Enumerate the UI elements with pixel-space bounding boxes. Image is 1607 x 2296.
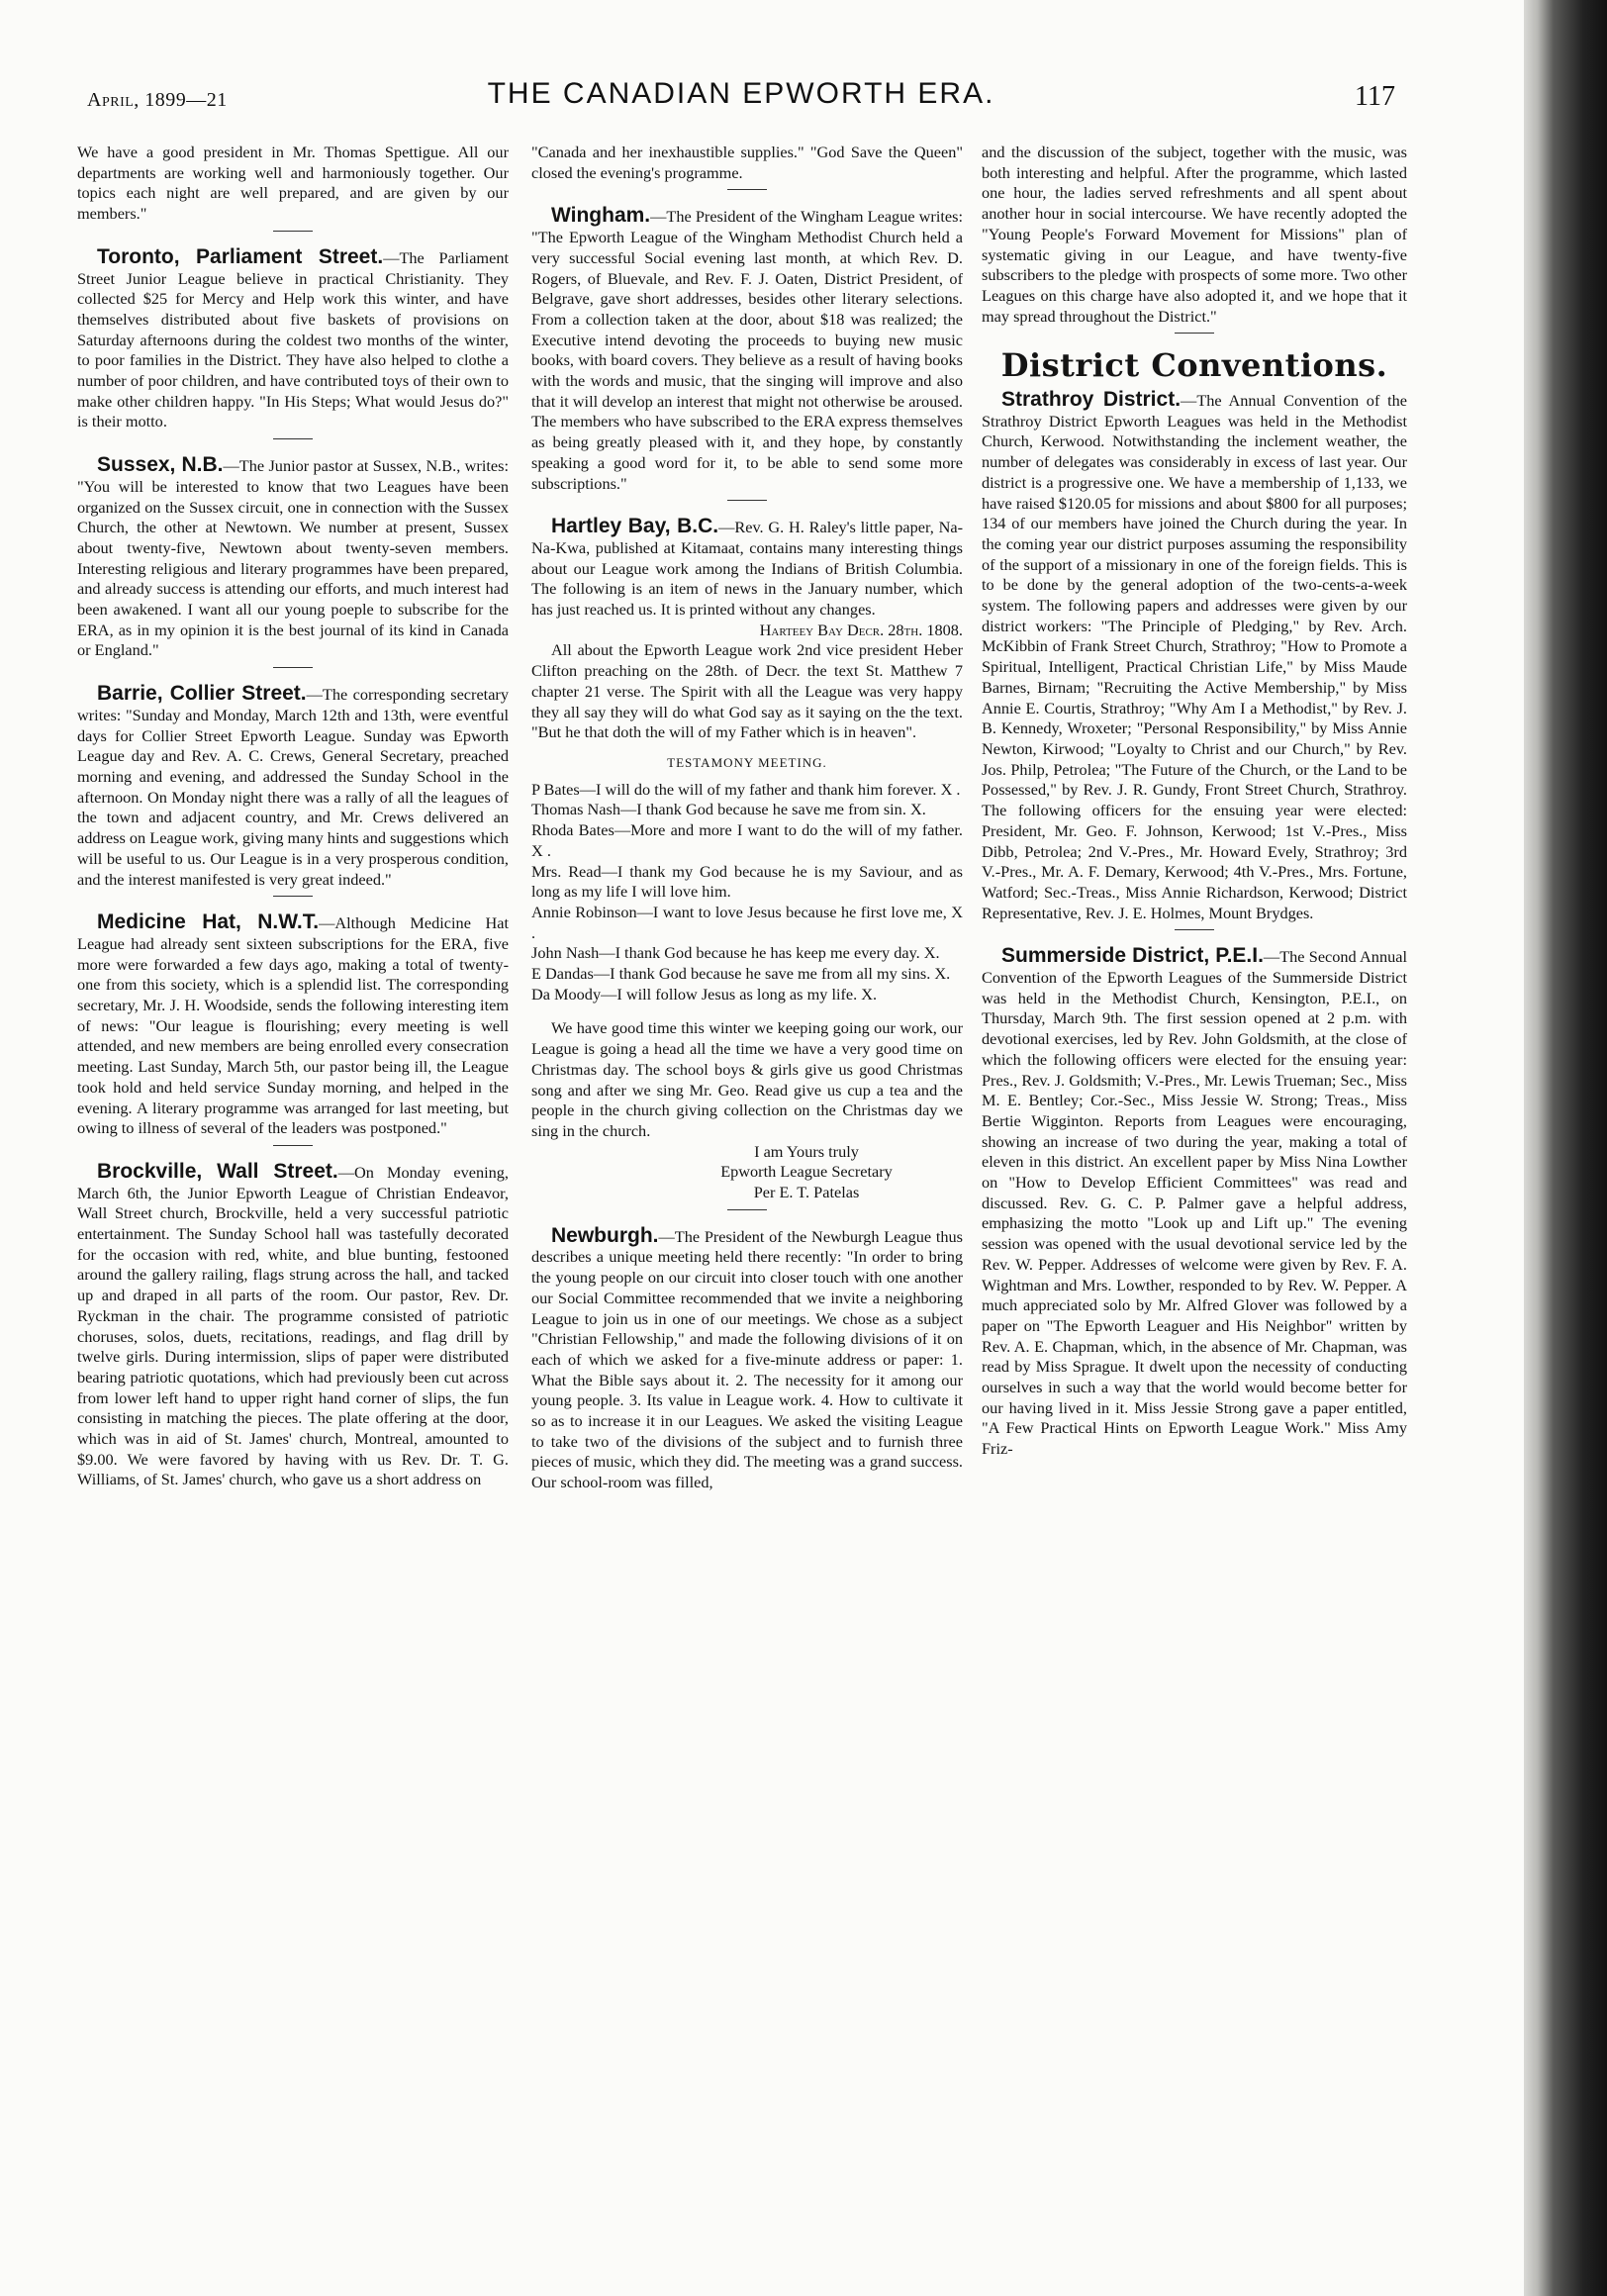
article-heading: Strathroy District. [1001, 388, 1182, 412]
article-body: —Rev. G. H. Raley's little paper, Na-Na-Kwa, published at Kitamaat, contains many interesting things about our League work among the Indians of British Columbia. The following is an item of news in the January number, which has just reached us. It is printed without any changes. [531, 518, 964, 620]
testamony-heading: TESTAMONY MEETING. [667, 754, 827, 770]
article-body: —The Junior pastor at Sussex, N.B., writes: "You will be interested to know that two Leagues have been organized on the Sussex circuit, one in connection with the Sussex Church, the other at Newtown. We number at present, Sussex about twenty-five, Newtown about twenty-seven members. Interesting religious and literary programmes have been prepared, and already success is attending our efforts, and much interest had been awakened. I want all our young poeple to subscribe for the ERA, as in my opinion it is the best journal of its kind in Canada or England." [77, 456, 509, 660]
letter-dateline: Harteey Bay Decr. 28th. 1808. [759, 620, 963, 639]
divider [727, 189, 767, 190]
article-sussex [77, 455, 509, 661]
testimony-item: Da Moody—I will follow Jesus as long as my life. X. [531, 984, 878, 1004]
divider [727, 1209, 767, 1210]
column-1 [77, 143, 509, 1490]
article-body: —The Parliament Street Junior League believe in practical Christianity. They collected $25 for Mercy and Help work this winter, and have themselves distributed about five baskets of provisions on Saturday afternoons during the coldest two months of the winter, to poor families in the District. They have also helped to clothe a number of poor children, and have contributed toys of their own to make other children happy. "In His Steps; What would Jesus do?" is their motto. [77, 247, 509, 431]
article-body: —The Second Annual Convention of the Epworth Leagues of the Summerside District was held in the Methodist Church, Kensington, P.E.I., on Thursday, March 9th. The first session opened at 2 p.m. with devotional exercises, led by Rev. John Goldsmith, at the close of which the following officers were elected for the ensuing year: Pres., Rev. J. Goldsmith; V.-Pres., Mr. Lewis Trueman; Sec., Miss M. E. Bentley; Cor.-Sec., Miss Jessie W. Strong; Treas., Miss Bertie Wigginton. Reports from Leagues were encouraging, showing an increase of two during the year, making a total of eleven in this district. An excellent paper by Miss Nina Lowther on "How to Develop Efficient Committees" was read and discussed. Rev. G. C. P. Palmer gave a helpful address, emphasizing the motto "Look up and Lift up." The evening session was opened with the usual devotional service led by the Rev. W. Pepper. Addresses of welcome were given by Rev. F. A. Wightman and Mrs. Lowther, responded to by Rev. W. Pepper. A much appreciated solo by Mr. Alfred Glover was followed by a paper on "The Epworth Leaguer and His Neighbor" written by Rev. A. E. Chapman, which, in the absence of Mr. Chapman, was read by Miss Sprague. It dwelt upon the necessity of conducting ourselves in such a way that the world would become better for our having lived in it. Miss Jessie Strong gave a paper entitled, "A Few Practical Hints on Epworth League Work." Miss Amy Friz- [982, 947, 1407, 1459]
article-body: —The President of the Newburgh League thus describes a unique meeting held there recently: "In order to bring the young people on our circuit into closer touch with one another our Social Committee recommended that we invite a neighboring League to join us in one of our meetings. We chose as a subject "Christian Fellowship," and made the following divisions of it on each of which we asked for a five-minute address or paper: 1. What the Bible says about it. 2. The necessity for it among our young people. 3. Its value in League work. 4. How to cultivate it so as to increase it in our Leagues. We asked the visiting League to take two of the divisions of the subject and to furnish three pieces of music, which they did. The meeting was a grand success. Our school-room was filled, [531, 1226, 963, 1492]
article-barrie [77, 684, 509, 890]
article-heading: Newburgh. [551, 1223, 659, 1247]
testimony-item: P Bates—I will do the will of my father and thank him forever. X . [531, 779, 961, 799]
divider [1175, 333, 1214, 334]
article-toronto [77, 244, 509, 432]
testimony-item: Mrs. Read—I thank my God because he is my Saviour, and as long as my life I will love him. [531, 861, 963, 902]
signature-line: Per E. T. Patelas [753, 1183, 860, 1202]
article-body: —The President of the Wingham League writes: "The Epworth League of the Wingham Methodist Church held a very successful Social evening last month, at which Rev. D. Rogers, of Bluevale, and Rev. F. J. Oaten, District President, of Belgrave, gave short addresses, besides other literary selections. From a collection taken at the door, about $18 was realized; the Executive intend devoting the proceeds to buying new music books, with board covers. They believe as a result of having books with the words and music, that the singing will improve and also that it will develop an interest that might not otherwise be aroused. The members who have subscribed to the ERA express themselves as being greatly pleased with it, and they hope, by constantly speaking a good word for it, to be able to send some more subscriptions." [531, 207, 963, 493]
article-wingham [531, 206, 963, 494]
column-2 [531, 143, 963, 1493]
divider [273, 667, 313, 668]
article-heading: Hartley Bay, B.C. [551, 515, 719, 538]
article-brockville [77, 1159, 509, 1490]
divider [727, 500, 767, 501]
article-body: —Although Medicine Hat League had already sent sixteen subscriptions for the ERA, five more were forwarded a few days ago, making a total of twenty-one from this society, which is a splendid list. The corresponding secretary, Mr. J. H. Woodside, sends the following interesting item of news: "Our league is flourishing; every meeting is well attended, and new members are being enrolled every consecration meeting. Last Sunday, March 5th, our pastor being ill, the League took hold and held service Sunday morning, and helped in the evening. A literary programme was arranged for last meeting, but owing to illness of several of the leaders was postponed." [77, 913, 510, 1138]
testimony-item: John Nash—I thank God because he has keep me every day. X. [531, 943, 940, 963]
article-body: —The corresponding secretary writes: "Sunday and Monday, March 12th and 13th, were eventful days for Collier Street Epworth League. Sunday was Epworth League day and Rev. A. C. Crews, General Secretary, preached morning and evening, and addressed the Sunday School in the afternoon. On Monday night there was a rally of all the leagues of the town and adjacent country, and Mr. Crews delivered an address on League work, giving many hints and suggestions which will be useful to us. Our League is in a very prosperous condition, and the interest manifested is very great indeed." [77, 685, 509, 889]
divider [1175, 929, 1214, 930]
spacer [531, 1004, 963, 1018]
divider [273, 231, 313, 232]
testimony-item: Thomas Nash—I thank God because he save me from sin. X. [531, 800, 926, 819]
signature-line: Epworth League Secretary [720, 1162, 893, 1182]
testimony-item: Annie Robinson—I want to love Jesus because he first love me, X . [531, 902, 963, 942]
letter-closing: We have good time this winter we keeping going our work, our League is going a head all the time we have a very good time on Christmas day. The school boys & girls give us good Christmas song and after we sing Mr. Geo. Read give us cup a tea and the people in the church giving collection on the Christmas day we sing in the church. [531, 1018, 963, 1140]
letter-body: All about the Epworth League work 2nd vice president Heber Clifton preaching on the 28th. of Decr. the text St. Matthew 7 chapter 21 verse. The Spirit with all the League was very happy they all say they will do what God say as it saying on the the text. "But he that doth the will of my Father which is in heaven". [531, 640, 963, 742]
article-body: —The Annual Convention of the Strathroy District Epworth Leagues was held in the Methodist Church, Kerwood. Notwithstanding the inclement weather, the number of delegates was considerably in excess of last year. Our district is a progressive one. We have a membership of 1,133, we have raised $120.05 for missions and about $800 for all purposes; 134 of our members have joined the Church during the year. In the coming year our district purposes assuming the responsibility of the support of a missionary in one of the foreign fields. This is to be done by the general adoption of the two-cents-a-week system. The following papers and addresses were given by our district workers: "The Principle of Pledging," by Rev. Arch. McKibbin of Frank Street Church, Strathroy; "How to Promote a Spiritual, Intelligent, Practical Christian Life," by Miss Maude Barnes, Birnam; "Recruiting the Active Membership," by Miss Annie E. Courtis, Strathroy; "Why Am I a Methodist," by Rev. J. B. Kennedy, Wroxeter; "Personal Responsibility," by Miss Annie Newton, Kirwood; "Loyalty to Christ and our Church," by Rev. Jos. Philp, Petrolea; "The Future of the Church, or the Land to be Possessed," by Rev. J. R. Gundy, Front Street Church, Strathroy. The following officers for the ensuing year were elected: President, Mr. Geo. F. Johnson, Kerwood; 1st V.-Pres., Miss Dibb, Petrolea; 2nd V.-Pres., Mr. Howard Evely, Strathroy; 3rd V.-Pres., Mr. A. F. Demary, Kerwood; 4th V.-Pres., Mrs. Fortune, Watford; Sec.-Treas., Miss Annie Richardson, Kerwood; District Representative, Rev. J. E. Holmes, Mount Brydges. [982, 391, 1407, 922]
testimony-item: Rhoda Bates—More and more I want to do the will of my father. X . [531, 820, 963, 860]
article-heading: Sussex, N.B. [97, 453, 224, 477]
signature-line: I am Yours truly [754, 1141, 859, 1161]
article-hartley-bay [531, 517, 963, 621]
divider [273, 438, 313, 439]
column-3 [982, 143, 1407, 1460]
article-summerside [982, 946, 1407, 1460]
article-heading: Summerside District, P.E.I. [1001, 944, 1264, 968]
article-newburgh [531, 1223, 963, 1493]
issue-date: April, 1899—21 [87, 89, 228, 111]
book-binding-edge [1524, 0, 1607, 2296]
article-heading: Medicine Hat, N.W.T. [97, 910, 320, 934]
testimony-item: E Dandas—I thank God because he save me from all my sins. X. [531, 964, 951, 984]
article-continuation: and the discussion of the subject, together with the music, was both interesting and helpful. After the programme, which lasted one hour, the ladies served refreshments and all spent about another hour in social intercourse. We have recently adopted the "Young People's Forward Movement for Missions" plan of systematic giving in our League, and have twenty-five subscribers to the pledge with prospects of some more. Two other Leagues on this charge have also adopted it, and we hope that it may spread throughout the District." [982, 143, 1407, 326]
article-strathroy [982, 390, 1407, 923]
article-heading: Toronto, Parliament Street. [97, 244, 384, 268]
section-heading: District Conventions. [1000, 346, 1388, 385]
article-heading: Barrie, Collier Street. [97, 682, 307, 706]
publication-title: THE CANADIAN EPWORTH ERA. [487, 77, 995, 110]
divider [273, 896, 313, 897]
divider [273, 1145, 313, 1146]
page-header [87, 77, 1395, 117]
article-medicine-hat [77, 912, 509, 1139]
article-body: —On Monday evening, March 6th, the Junior Epworth League of Christian Endeavor, Wall Street church, Brockville, held a very successful patriotic entertainment. The Sunday School hall was tastefully decorated for the occasion with red, white, and blue bunting, festooned around the gallery railing, flags strung across the hall, and tacked up and draped in all parts of the room. Our pastor, Rev. Dr. Ryckman in the chair. The programme consisted of patriotic choruses, solos, duets, recitations, readings, and flag drill by twelve girls. During intermission, slips of paper were distributed bearing patriotic quotations, which had previously been cut across from lower left hand to upper right hand corner of slips, the fun consisting in matching the pieces. The plate offering at the door, which was in aid of St. James' church, Montreal, amounted to $9.00. We were favored by having with us Rev. Dr. T. G. Williams, of St. James' church, who gave us a short address on [77, 1162, 509, 1489]
page-number: 117 [1355, 81, 1395, 112]
article-continuation: "Canada and her inexhaustible supplies." "God Save the Queen" closed the evening's programme. [531, 143, 963, 182]
article-heading: Brockville, Wall Street. [97, 1159, 338, 1183]
article-continuation: We have a good president in Mr. Thomas Spettigue. All our departments are working well and harmoniously together. Our topics each night are well prepared, and are given by our members." [77, 143, 509, 224]
article-heading: Wingham. [551, 204, 651, 228]
